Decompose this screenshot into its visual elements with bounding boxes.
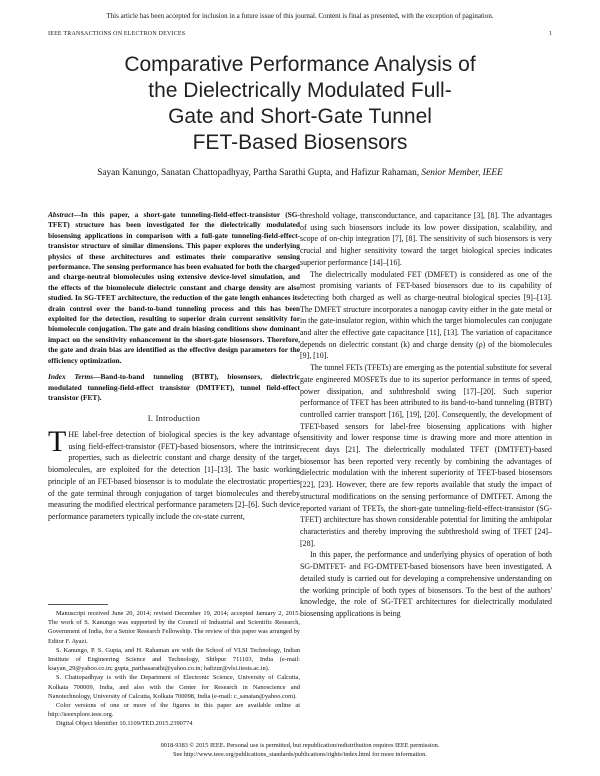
right-column [300,210,552,620]
abstract [48,210,300,366]
rights-link-line: See http://www.ieee.org/publications_standards/publications/rights/index.html for more information. [173,751,427,758]
right-paragraph-1: threshold voltage, transconductance, and capacitance [3], [8]. The advantages of using such biosensors include its low power dissipation, scalability, and scope of on-chip integration [7], [8]. The sensitivity of such biosensors is very crucial and higher sensitivity toward the target biological species indicates superior performance [14]–[16]. [300,211,552,267]
footnote-rule [48,604,108,605]
title-line: the Dielectrically Modulated Full- [148,79,452,102]
footnote-manuscript: Manuscript received June 20, 2014; revised December 19, 2014; accepted January 2, 2015. The work of S. Kanungo was supported by the Council of Industrial and Scientific Research, Government of India, for a Senior Research Fellowship. The review of this paper was arranged by Editor F. Ayazi. [48,610,300,645]
right-paragraph-3: The tunnel FETs (TFETs) are emerging as the potential substitute for several gate engineered MOSFETs due to its superior performance in terms of speed, power dissipation, and subthreshold swing [17]–[20]. Such superior performance of TFET has been attributed to its band-to-band tunneling (BTBT) controlled carrier transport [16], [19], [20]. Consequently, the development of TFET-based sensors for label-free biosensing applications with higher sensitivity and lower response time is drawing more and more attention in recent days [21]. The dielectrically modulated TFET (DMTFET)-based biosensor has been reported very recently by combining the advantages of dielectric modulation with the inherent superiority of TFET-based biosensors [22], [23]. However, there are few reports available that study the impact of structural modifications on the sensing performance of DMTFET. Among the reported variant of TFETs, the short-gate tunneling-field-effect-transistor (SG-TFET) architecture has shown considerable potential for limiting the ambipolar characteristics and thereby improving the subthreshold swing of TFET [24]–[28]. [300,363,552,548]
footnote-affiliation-1: S. Kanungo, P. S. Gupta, and H. Rahaman are with the School of VLSI Technology, Indian Institute of Engineering Science and Technology, Shibpur 711103, India (e-mail: ksayan_29@yahoo.co.in; gupta_parthasarathi@yahoo.co.in; hafizur@vlsi.iiests.ac.in). [48,646,300,673]
right-paragraph-2: The dielectrically modulated FET (DMFET) is considered as one of the most promising variants of FET-based biosensors due to its capability of detecting both charged as well as charge-neutral biological species [9]–[13]. The DMFET structure incorporates a nanogap cavity either in the gate metal or in the gate-insulator region, within which the target biomolecules can conjugate and alter the effective gate capacitance [11], [13]. The variation of capacitance depends on dielectric constant (k) and charge density (ρ) of the biomolecules [9], [10]. [300,269,552,361]
footnote-color: Color versions of one or more of the figures in this paper are available online at http://ieeexplore.ieee.org. [48,702,300,719]
acceptance-note: This article has been accepted for inclusion in a future issue of this journal. Content is final as presented, with the exception of pagination. [106,12,494,20]
right-paragraph-4: In this paper, the performance and underlying physics of operation of both SG-DMTFET- and FG-DMTFET-based biosensors have been investigated. A detailed study is carried out for developing a comprehensive understanding on the working principle of both types of biosensors. To the best of the authors' knowledge, the role of SG-TFET architectures for dielectrically modulated biosensing applications is being [300,550,552,618]
paper-title [60,52,540,156]
intro-text-end: -state current, [201,511,245,521]
drop-cap: T [48,425,67,459]
intro-on-smallcaps: on [192,511,202,521]
authors-membership: Senior Member, IEEE [421,168,503,178]
intro-text: HE label-free detection of biological species is the key advantage of using field-effect-transistor (FET)-based biosensors, where the intrinsic properties, such as dielectric constant and charge density of the target biomolecules, are exploited for the detection [1]–[13]. The basic working principle of an FET-based biosensor is to modulate the electrostatic properties of the gate terminal through conjugation of target biomolecules and thereby measuring the modified electrical performance parameters [2]–[6]. Such device performance parameters typically include the [48,430,300,521]
left-column [48,210,300,523]
journal-header: IEEE TRANSACTIONS ON ELECTRON DEVICES [48,31,186,37]
page-number: 1 [549,31,552,37]
abstract-text: —In this paper, a short-gate tunneling-field-effect-transistor (SG-TFET) structure has been investigated for the dielectrically modulated biosensing applications in comparison with a full-gate tunneling-field-effect-transistor structure of similar dimensions. This paper explores the underlying physics of these architectures and estimates their comparative sensing performance. The sensing performance has been evaluated for both the charged and charge-neutral biomolecules using extensive device-level simulation, and the effects of the biomolecule dielectric constant and charge density are also studied. In SG-TFET architecture, the reduction of the gate length enhances its drain control over the band-to-band tunneling process and this has been exploited for the detection, resulting to superior drain current sensitivity for biomolecule conjugation. The gate and drain biasing conditions show dominant impact on the sensitivity enhancement in the short-gate biosensors. Therefore, the gate and drain bias are identified as the effective design parameters for the efficiency optimization. [48,210,300,365]
title-line: FET-Based Biosensors [192,131,408,154]
footnote-affiliation-2: S. Chattopadhyay is with the Department of Electronic Science, University of Calcutta, Kolkata 700009, India, and also with the Center for Research in Nanoscience and Nanotechnology, University of Calcutta, Kolkata 700098, India (e-mail: c_sanatan@yahoo.com). [48,674,300,700]
index-terms-lead: Index Terms [48,372,94,382]
copyright-line: 0018-9383 © 2015 IEEE. Personal use is permitted, but republication/redistribution requires IEEE permission. [160,742,440,749]
title-line: Gate and Short-Gate Tunnel [168,105,432,128]
author-list [48,168,552,178]
index-terms-text: —Band-to-band tunneling (BTBT), biosensors, dielectric modulated tunneling-field-effect transistor (DMTFET), tunnel field-effect transistor (FET). [48,372,300,402]
abstract-lead: Abstract [48,210,74,219]
section-heading-introduction: I. Introduction [147,414,201,424]
footnotes [48,604,300,729]
index-terms [48,372,300,403]
title-line: Comparative Performance Analysis of [124,53,476,76]
authors-names: Sayan Kanungo, Sanatan Chattopadhyay, Partha Sarathi Gupta, and Hafizur Rahaman, [97,168,420,178]
intro-paragraph [48,425,300,523]
footnote-doi: Digital Object Identifier 10.1109/TED.2015.2390774 [56,720,193,728]
